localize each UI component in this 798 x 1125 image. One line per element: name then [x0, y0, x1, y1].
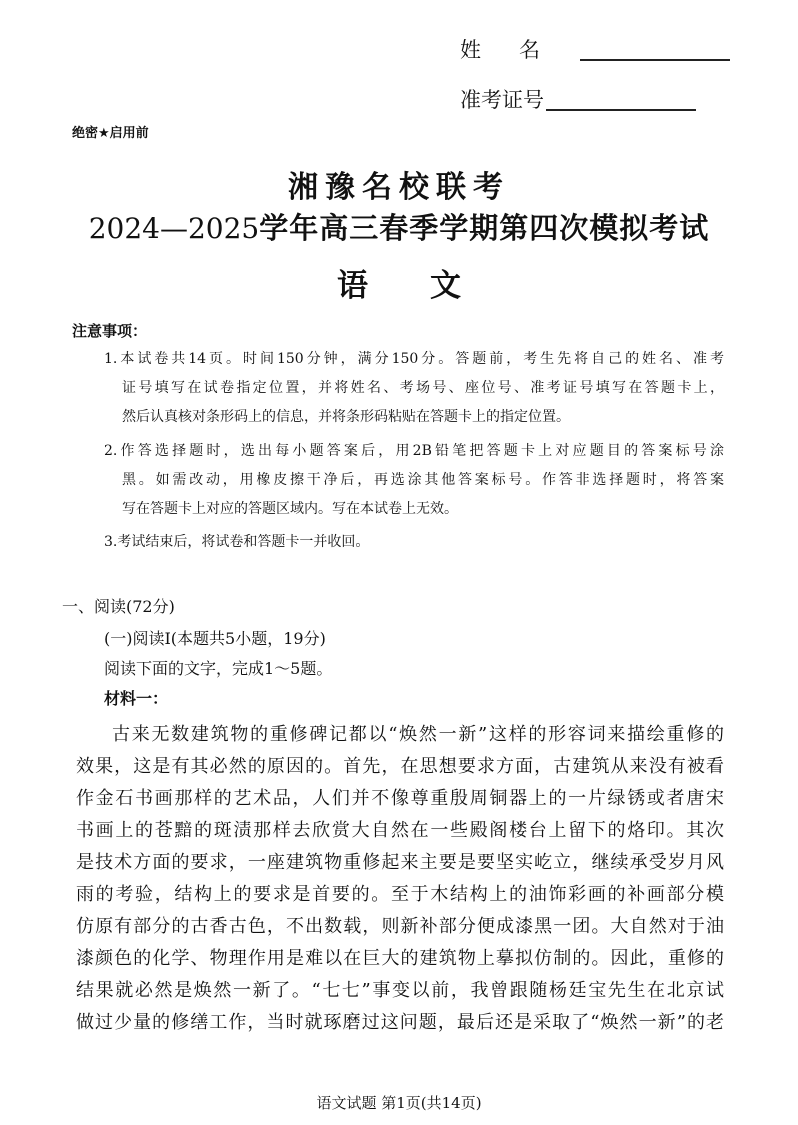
- notice-item-1-line-2: 证号填写在试卷指定位置，并将姓名、考场号、座位号、准考证号填写在答题卡上，: [122, 380, 724, 396]
- section-subtitle: (一)阅读Ⅰ(本题共5小题，19分): [104, 629, 326, 648]
- notice-item-3: 3.考试结束后，将试卷和答题卡一并收回。: [104, 534, 370, 550]
- notice-item-2-line-2: 黑。如需改动，用橡皮擦干净后，再选涂其他答案标号。作答非选择题时，将答案: [122, 472, 724, 488]
- exam-org-title: 湘豫名校联考: [288, 170, 510, 205]
- subject-char-1: 语: [337, 268, 368, 304]
- section-instruction: 阅读下面的文字，完成1～5题。: [104, 659, 333, 678]
- exam-year: 2024—2025: [88, 212, 260, 245]
- material-label: 材料一：: [104, 689, 169, 708]
- passage-line: 结果就必然是焕然一新了。“七七”事变以前，我曾跟随杨廷宝先生在北京试: [76, 980, 724, 1001]
- passage-line: 是技术方面的要求，一座建筑物重修起来主要是要坚实屹立，继续承受岁月风: [76, 852, 724, 873]
- exam-title: [0, 206, 798, 247]
- exam-id-label: 准考证号: [460, 88, 544, 112]
- subject-char-2: 文: [430, 268, 461, 304]
- passage-line: 做过少量的修缮工作，当时就琢磨过这问题，最后还是采取了“焕然一新”的老: [76, 1012, 724, 1033]
- notice-item-2-line-3: 写在答题卡上对应的答题区域内。写在本试卷上无效。: [122, 501, 458, 517]
- notice-heading: 注意事项：: [72, 322, 148, 340]
- notice-item-1-line-1: 1.本试卷共14页。时间150分钟，满分150分。答题前，考生先将自己的姓名、准考: [104, 351, 724, 367]
- exam-name: 学年高三春季学期第四次模拟考试: [259, 211, 710, 245]
- section-title: 一、阅读(72分): [62, 597, 175, 616]
- passage-line: 作金石书画那样的艺术品，人们并不像尊重殷周铜器上的一片绿锈或者唐宋: [76, 788, 724, 809]
- page-footer: 语文试题 第1页(共14页): [316, 1094, 482, 1112]
- exam-id-blank-line: [546, 109, 696, 111]
- passage-line: 仿原有部分的古香古色，不出数载，则新补部分便成漆黑一团。大自然对于油: [76, 916, 724, 937]
- subject-title: [0, 260, 798, 305]
- passage-line: 书画上的苍黯的斑渍那样去欣赏大自然在一些殿阁楼台上留下的烙印。其次: [76, 820, 724, 841]
- passage-line: 古来无数建筑物的重修碑记都以“焕然一新”这样的形容词来描绘重修的: [112, 724, 724, 745]
- passage-line: 漆颜色的化学、物理作用是难以在巨大的建筑物上摹拟仿制的。因此，重修的: [76, 948, 724, 969]
- exam-id-field: [460, 84, 696, 114]
- name-field: [460, 34, 730, 64]
- notice-item-2-line-1: 2.作答选择题时，选出每小题答案后，用2B铅笔把答题卡上对应题目的答案标号涂: [104, 443, 724, 459]
- name-blank-line: [580, 59, 730, 61]
- passage-line: 雨的考验，结构上的要求是首要的。至于木结构上的油饰彩画的补画部分模: [76, 884, 724, 905]
- secret-marker: 绝密★启用前: [72, 126, 149, 141]
- passage-line: 效果，这是有其必然的原因的。首先，在思想要求方面，古建筑从来没有被看: [76, 756, 724, 777]
- name-label: 姓名: [460, 38, 578, 62]
- notice-item-1-line-3: 然后认真核对条形码上的信息，并将条形码粘贴在答题卡上的指定位置。: [122, 409, 570, 425]
